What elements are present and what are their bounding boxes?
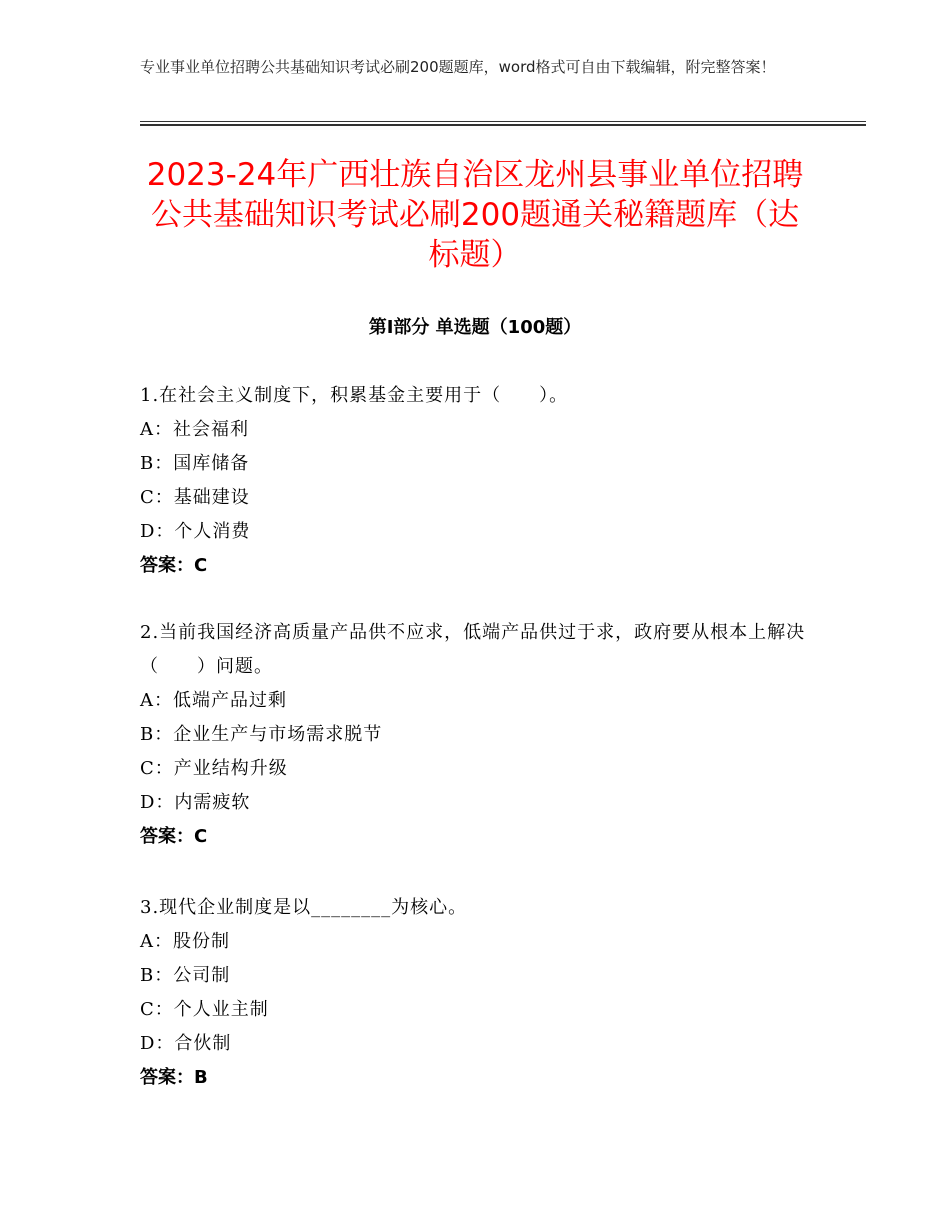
question-2 bbox=[140, 616, 820, 854]
option-d: D：合伙制 bbox=[140, 1033, 232, 1054]
option-c: C：基础建设 bbox=[140, 487, 250, 508]
option-a: A：社会福利 bbox=[140, 419, 249, 440]
header-note: 专业事业单位招聘公共基础知识考试必刷200题题库，word格式可自由下载编辑，附完整答案！ bbox=[140, 58, 776, 76]
document-title: 2023-24年广西壮族自治区龙州县事业单位招聘公共基础知识考试必刷200题通关秘籍题库（达标题） bbox=[146, 157, 804, 273]
answer: 答案：C bbox=[140, 826, 208, 847]
question-text: 2.当前我国经济高质量产品供不应求，低端产品供过于求，政府要从根本上解决（ ）问题。 bbox=[140, 622, 806, 677]
option-d: D：内需疲软 bbox=[140, 792, 251, 813]
answer: 答案：C bbox=[140, 555, 208, 576]
option-a: A：股份制 bbox=[140, 931, 230, 952]
header-divider bbox=[140, 121, 866, 122]
header-divider-thick bbox=[140, 124, 866, 126]
option-b: B：企业生产与市场需求脱节 bbox=[140, 724, 383, 745]
option-c: C：产业结构升级 bbox=[140, 758, 288, 779]
option-a: A：低端产品过剩 bbox=[140, 690, 287, 711]
question-text: 1.在社会主义制度下，积累基金主要用于（ ）。 bbox=[140, 385, 569, 406]
section-title: 第Ⅰ部分 单选题（100题） bbox=[368, 317, 582, 338]
option-d: D：个人消费 bbox=[140, 521, 251, 542]
question-1 bbox=[140, 379, 820, 583]
option-b: B：国库储备 bbox=[140, 453, 250, 474]
question-text: 3.现代企业制度是以________为核心。 bbox=[140, 897, 468, 918]
answer: 答案：B bbox=[140, 1067, 208, 1088]
option-b: B：公司制 bbox=[140, 965, 231, 986]
question-3 bbox=[140, 891, 820, 1095]
option-c: C：个人业主制 bbox=[140, 999, 269, 1020]
